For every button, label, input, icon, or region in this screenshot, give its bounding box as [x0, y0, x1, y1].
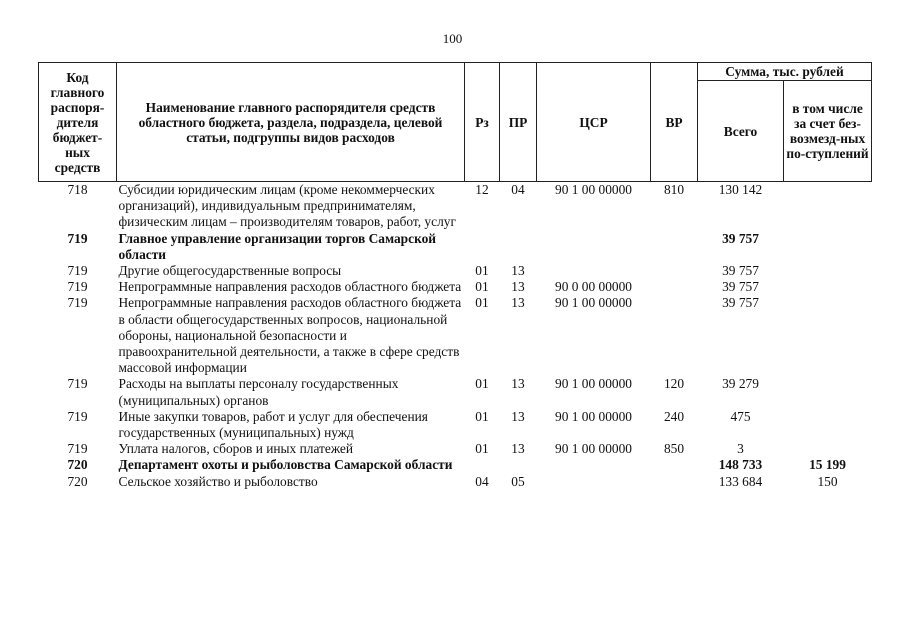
row-pr: 13: [511, 263, 525, 279]
table-row: [39, 441, 872, 457]
row-pr: [500, 231, 537, 263]
row-total: 475: [730, 408, 751, 424]
table-row: [39, 231, 872, 263]
row-name: Главное управление организации торгов Самарской области: [118, 230, 437, 262]
header-csr: ЦСР: [537, 63, 651, 182]
row-code: 719: [67, 295, 88, 311]
row-incl: [784, 263, 872, 279]
header-name: Наименование главного распорядителя средств областного бюджета, раздела, подраздела, целевой статьи, подгруппы видов расходов: [117, 63, 465, 182]
row-rz: 01: [475, 376, 489, 392]
row-name: Уплата налогов, сборов и иных платежей: [118, 441, 354, 457]
row-csr: 90 0 00 00000: [555, 279, 632, 295]
row-total: 130 142: [718, 182, 763, 197]
row-name: Сельское хозяйство и рыболовство: [118, 473, 318, 489]
row-total: 3: [737, 441, 744, 457]
row-rz: 01: [475, 408, 489, 424]
row-rz: 01: [475, 295, 489, 311]
header-total: Всего: [698, 81, 784, 182]
row-code: 719: [67, 230, 88, 246]
row-code: 719: [67, 279, 88, 295]
row-csr: [537, 457, 651, 473]
table-row: [39, 457, 872, 473]
row-incl: [784, 441, 872, 457]
table-body: [39, 182, 872, 490]
row-incl: 15 199: [809, 457, 846, 473]
row-vr: [651, 474, 698, 490]
row-csr: 90 1 00 00000: [555, 376, 632, 392]
row-pr: 13: [511, 295, 525, 311]
header-incl: в том числе за счет без-возмезд-ных по-ступлений: [784, 81, 872, 182]
row-total: 148 733: [718, 457, 763, 473]
row-vr: 240: [663, 408, 685, 424]
row-vr: 120: [663, 376, 685, 392]
row-csr: [537, 231, 651, 263]
row-pr: [500, 457, 537, 473]
row-code: 719: [67, 441, 88, 457]
row-vr: [651, 263, 698, 279]
row-vr: 810: [663, 182, 685, 197]
row-csr: 90 1 00 00000: [555, 295, 632, 311]
row-total: 39 757: [722, 230, 759, 246]
row-pr: 13: [511, 441, 525, 457]
budget-table: [38, 62, 872, 490]
header-code: Код главного распоря-дителя бюджет-ных средств: [39, 63, 117, 182]
row-rz: [465, 457, 500, 473]
row-pr: 13: [511, 279, 525, 295]
row-total: 39 279: [722, 376, 759, 392]
row-incl: [784, 409, 872, 441]
row-rz: 01: [475, 263, 489, 279]
row-csr: 90 1 00 00000: [555, 182, 632, 197]
page-number: 100: [442, 31, 463, 46]
row-csr: 90 1 00 00000: [555, 408, 632, 424]
row-code: 720: [67, 473, 88, 489]
row-total: 39 757: [722, 295, 759, 311]
row-pr: 13: [511, 376, 525, 392]
row-csr: 90 1 00 00000: [555, 441, 632, 457]
row-code: 719: [67, 263, 88, 279]
row-vr: 850: [663, 441, 685, 457]
row-name: Иные закупки товаров, работ и услуг для обеспечения государственных (муниципальных) нужд: [118, 408, 428, 441]
row-code: 720: [67, 457, 88, 473]
table-row: [39, 376, 872, 408]
table-row: [39, 182, 872, 231]
header-pr: ПР: [500, 63, 537, 182]
row-vr: [651, 457, 698, 473]
row-total: 39 757: [722, 279, 759, 295]
row-pr: 04: [511, 182, 525, 197]
table-row: [39, 263, 872, 279]
header-vr: ВР: [651, 63, 698, 182]
row-incl: [784, 231, 872, 263]
row-name: Непрограммные направления расходов областного бюджета: [118, 279, 462, 295]
header-rz: Рз: [465, 63, 500, 182]
row-name: Субсидии юридическим лицам (кроме некоммерческих организаций), индивидуальным предпринимателям, физическим лицам – производителям товаров, работ, услуг: [118, 182, 456, 230]
table-row: [39, 279, 872, 295]
row-rz: 01: [475, 441, 489, 457]
table-row: [39, 295, 872, 376]
row-code: 719: [67, 376, 88, 392]
row-vr: [651, 231, 698, 263]
row-name: Департамент охоты и рыболовства Самарской области: [118, 457, 453, 473]
row-pr: 05: [511, 473, 525, 489]
table-row: [39, 474, 872, 490]
row-csr: [537, 263, 651, 279]
row-name: Расходы на выплаты персоналу государственных (муниципальных) органов: [118, 376, 399, 408]
row-vr: [651, 295, 698, 376]
header-sum: Сумма, тыс. рублей: [698, 63, 872, 81]
row-vr: [651, 279, 698, 295]
row-pr: 13: [511, 408, 525, 424]
row-csr: [537, 474, 651, 490]
row-incl: [784, 295, 872, 376]
row-incl: [784, 376, 872, 408]
row-total: 133 684: [718, 473, 763, 489]
table-row: [39, 409, 872, 441]
row-code: 718: [67, 182, 88, 197]
table-header: [39, 63, 872, 182]
row-name: Непрограммные направления расходов областного бюджета в области общегосударственных вопросов, национальной обороны, национальной безопасности и правоохранительной деятельности, а также в сфере средств массовой информации: [118, 295, 462, 376]
row-incl: [784, 182, 872, 231]
row-rz: 04: [475, 473, 489, 489]
row-incl: [784, 279, 872, 295]
row-total: 39 757: [722, 263, 759, 279]
row-rz: [465, 231, 500, 263]
row-rz: 12: [475, 182, 489, 197]
row-rz: 01: [475, 279, 489, 295]
row-incl: 150: [817, 473, 838, 489]
row-code: 719: [67, 408, 88, 424]
row-name: Другие общегосударственные вопросы: [118, 263, 342, 279]
